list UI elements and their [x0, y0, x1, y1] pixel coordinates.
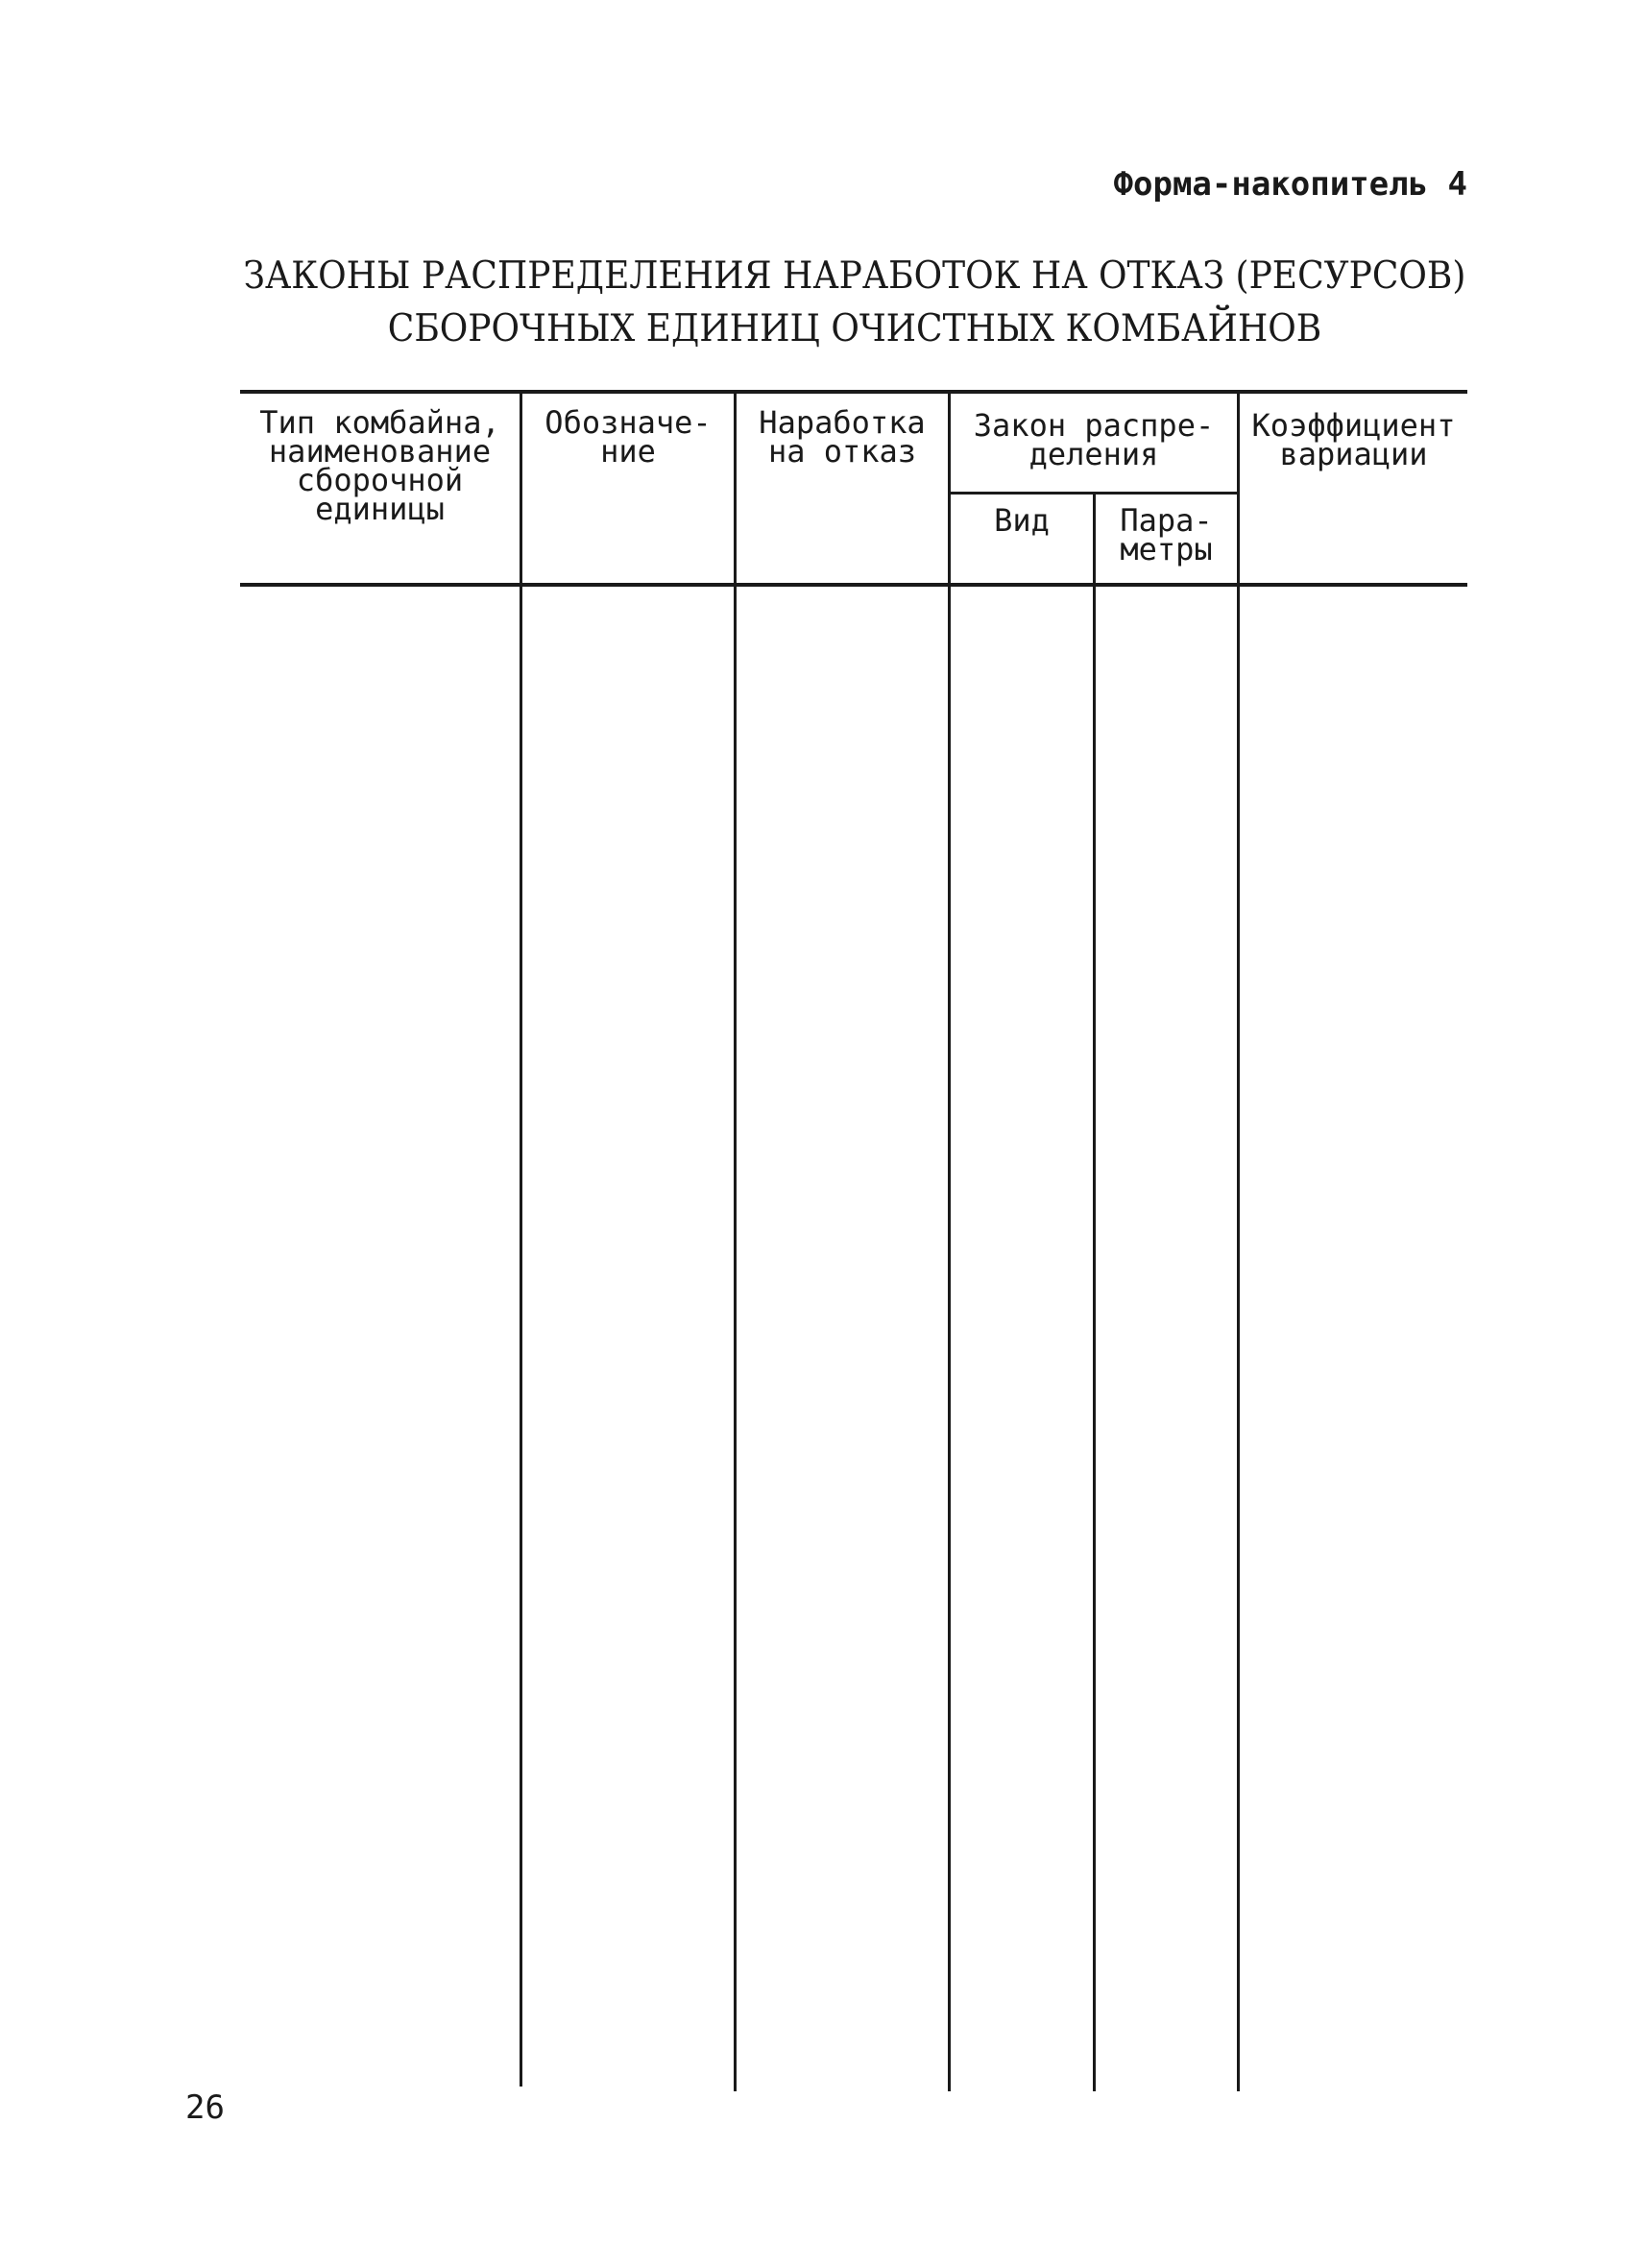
header-distribution-law: Закон распре- деления	[973, 407, 1215, 472]
document-title-line-1: ЗАКОНЫ РАСПРЕДЕЛЕНИЯ НАРАБОТОК НА ОТКАЗ (РЕСУРСОВ)	[243, 253, 1466, 299]
page-number: 26	[185, 2088, 225, 2127]
header-kind: Вид	[994, 502, 1050, 539]
header-time-to-failure: Наработка на отказ	[759, 404, 926, 470]
column-divider-4	[1093, 493, 1096, 2091]
form-label: Форма-накопитель 4	[1113, 165, 1467, 204]
column-divider-3	[948, 392, 951, 2091]
column-divider-1	[520, 392, 522, 2087]
header-type: Тип комбайна, наименование сборочной единицы	[259, 404, 500, 527]
header-parameters: Пара- метры	[1120, 502, 1213, 567]
header-bottom-border	[240, 583, 1467, 587]
column-divider-5	[1237, 392, 1240, 2091]
header-designation: Обозначе- ние	[544, 404, 712, 470]
column-divider-2	[734, 392, 737, 2091]
header-variation-coefficient: Коэффициент вариации	[1251, 407, 1456, 472]
document-title-line-2: СБОРОЧНЫХ ЕДИНИЦ ОЧИСТНЫХ КОМБАЙНОВ	[387, 306, 1322, 351]
table-top-border	[240, 390, 1467, 394]
